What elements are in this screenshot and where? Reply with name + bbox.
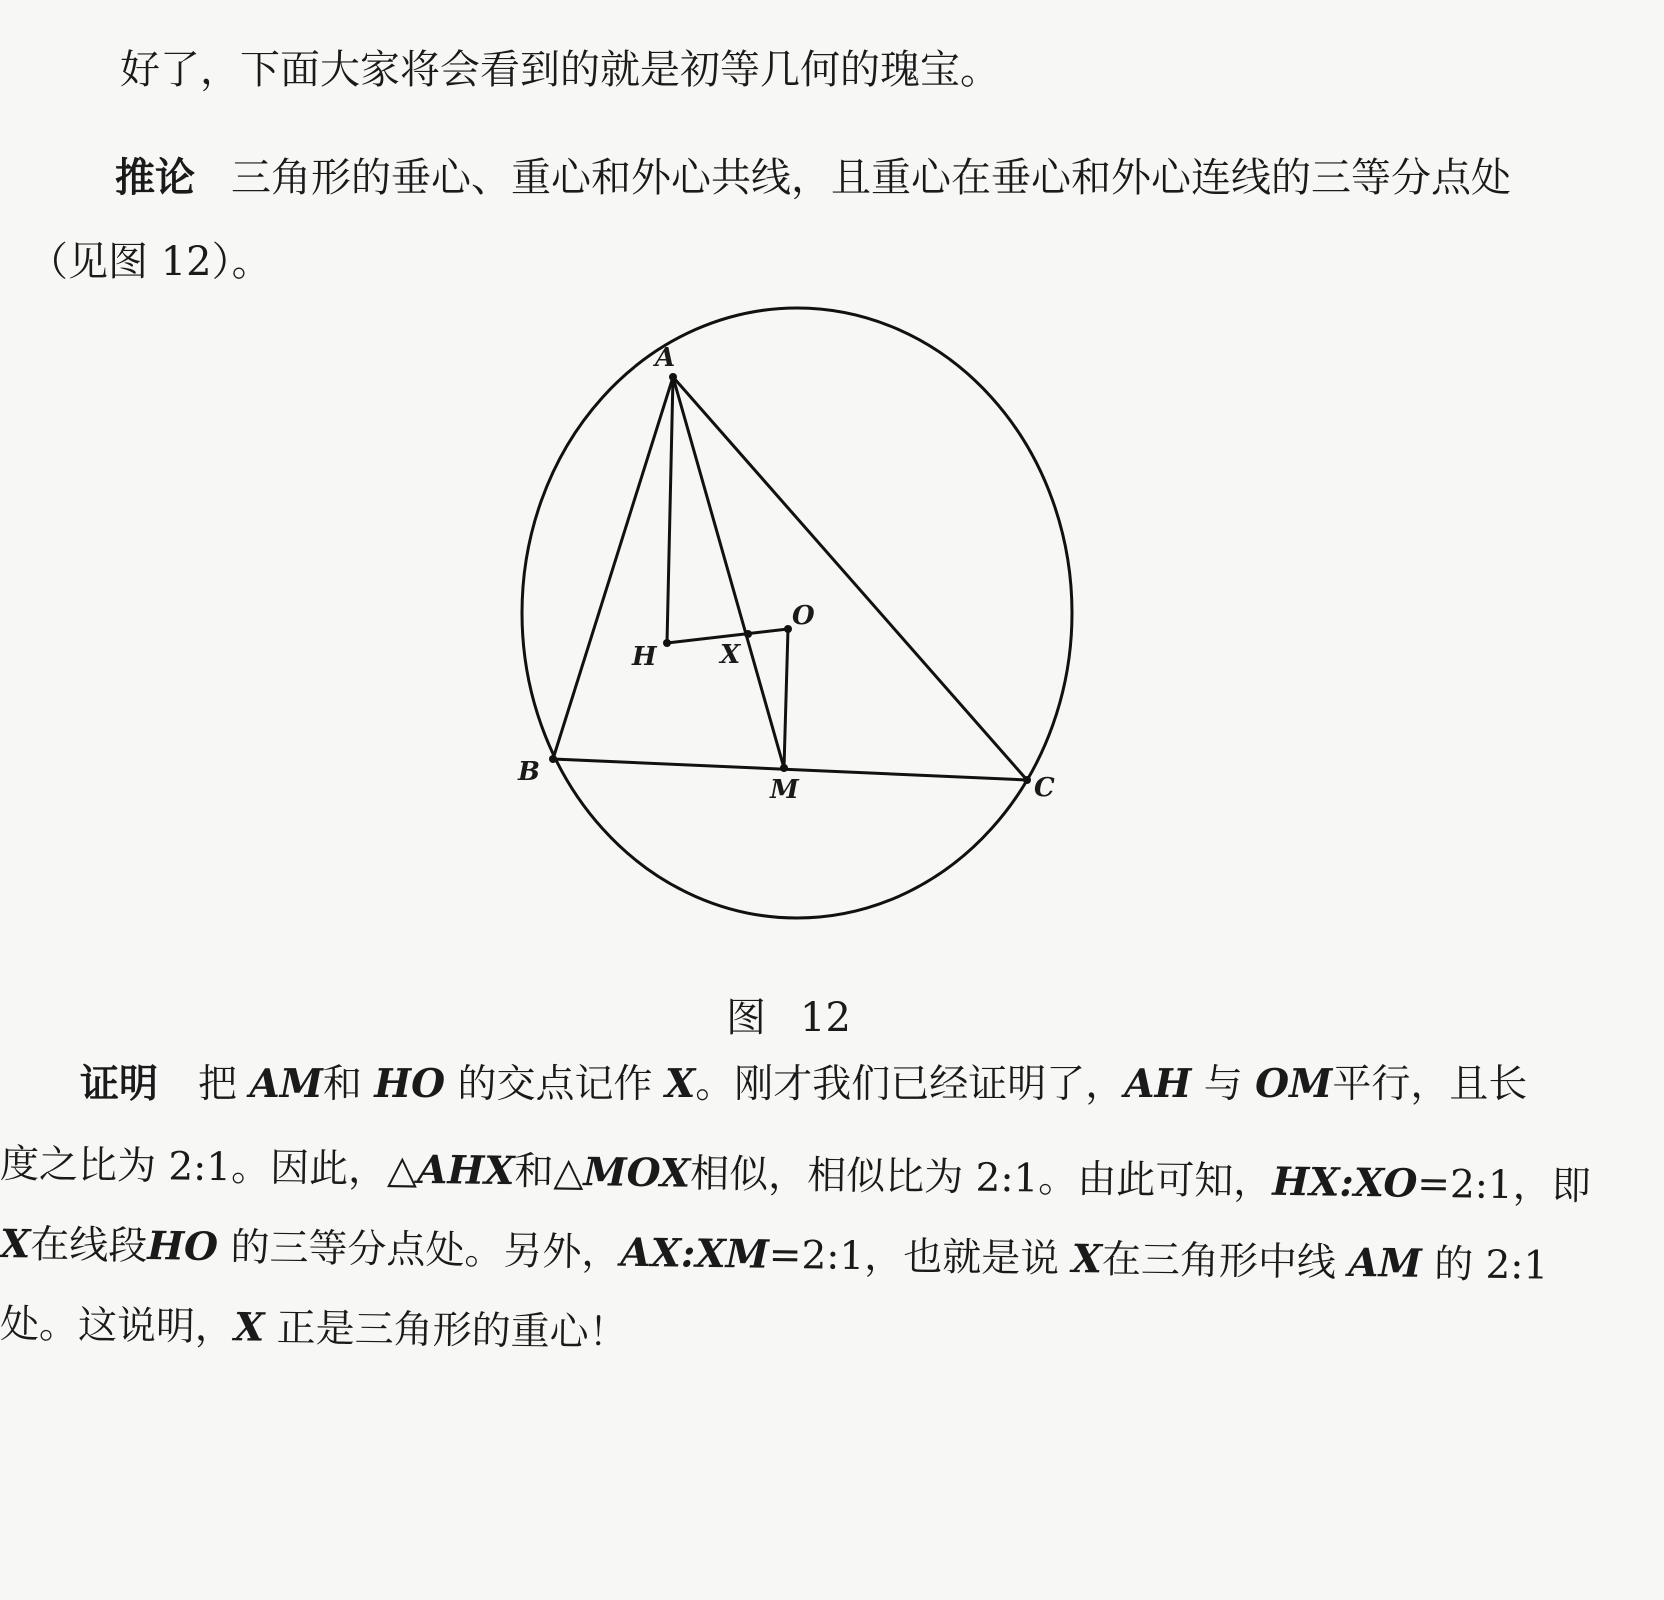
corollary-label: 推论 — [115, 154, 195, 201]
proof-line-1 — [80, 1061, 1528, 1107]
math-ah: AH — [1124, 1061, 1192, 1107]
label-a: A — [655, 343, 676, 373]
math-am: AM — [1347, 1239, 1423, 1287]
proof-text: 度之比为 2:1。因此， — [0, 1142, 388, 1193]
figure-caption-number: 12 — [800, 995, 851, 1041]
proof-text: 的交点记作 — [457, 1062, 653, 1107]
proof-text: 正是三角形的重心！ — [276, 1305, 628, 1356]
math-om: OM — [1255, 1061, 1333, 1107]
figure-caption — [726, 995, 851, 1041]
proof-text: 在三角形中线 — [1101, 1237, 1337, 1286]
proof-label: 证明 — [80, 1061, 159, 1107]
point-c-dot — [1023, 776, 1031, 784]
proof-text: 在线段 — [29, 1222, 148, 1270]
proof-text: =2:1，也就是说 — [768, 1232, 1060, 1282]
proof-text: 处。这说明， — [0, 1302, 235, 1351]
point-o-dot — [784, 625, 792, 633]
math-ho: HO — [146, 1223, 219, 1271]
label-x: X — [720, 640, 741, 670]
corollary-text-line2: （见图 12）。 — [28, 239, 272, 285]
proof-text: 平行，且长 — [1332, 1062, 1528, 1107]
point-h-dot — [663, 639, 671, 647]
triangle-abc — [553, 377, 1027, 780]
vertex-dots — [549, 373, 1031, 784]
segment-om — [784, 629, 788, 768]
proof-text: 的 2:1 — [1433, 1242, 1549, 1289]
point-a-dot — [669, 373, 677, 381]
label-h: H — [632, 642, 657, 672]
side-ac — [673, 377, 1027, 780]
math-am: AM — [249, 1061, 323, 1107]
math-x: X — [664, 1061, 696, 1107]
side-ab — [553, 377, 673, 759]
proof-text: 和 — [322, 1062, 362, 1107]
math-triangle-ahx: △AHX — [386, 1146, 515, 1195]
proof-line-4 — [0, 1302, 628, 1356]
altitude-ah — [667, 377, 673, 643]
proof-text: 的三等分点处。另外， — [230, 1225, 621, 1276]
proof-text: 把 — [198, 1062, 238, 1107]
math-x: X — [1071, 1235, 1103, 1283]
math-ax-xm: AX:XM — [620, 1229, 770, 1278]
math-x: X — [0, 1221, 31, 1268]
label-o: O — [792, 601, 815, 631]
intro-text: 好了，下面大家将会看到的就是初等几何的瑰宝。 — [120, 47, 1000, 93]
point-x-dot — [744, 630, 752, 638]
label-c: C — [1034, 773, 1055, 803]
proof-text: 和 — [514, 1149, 554, 1195]
math-ho: HO — [374, 1061, 446, 1107]
proof-text: 相似，相似比为 2:1。由此可知， — [689, 1151, 1273, 1205]
proof-text: 与 — [1203, 1062, 1243, 1107]
point-m-dot — [780, 764, 788, 772]
label-m: M — [770, 775, 799, 805]
math-hx-xo: HX:XO — [1271, 1158, 1418, 1207]
corollary-text-line1: 三角形的垂心、重心和外心共线，且重心在垂心和外心连线的三等分点处 — [231, 155, 1511, 201]
proof-text: 。刚才我们已经证明了， — [695, 1062, 1125, 1107]
figure-caption-label: 图 — [726, 995, 766, 1041]
proof-text: =2:1，即 — [1417, 1161, 1592, 1210]
math-triangle-mox: △MOX — [553, 1148, 691, 1197]
median-am — [673, 377, 784, 768]
label-b: B — [518, 757, 540, 787]
point-b-dot — [549, 755, 557, 763]
math-x: X — [233, 1304, 265, 1351]
